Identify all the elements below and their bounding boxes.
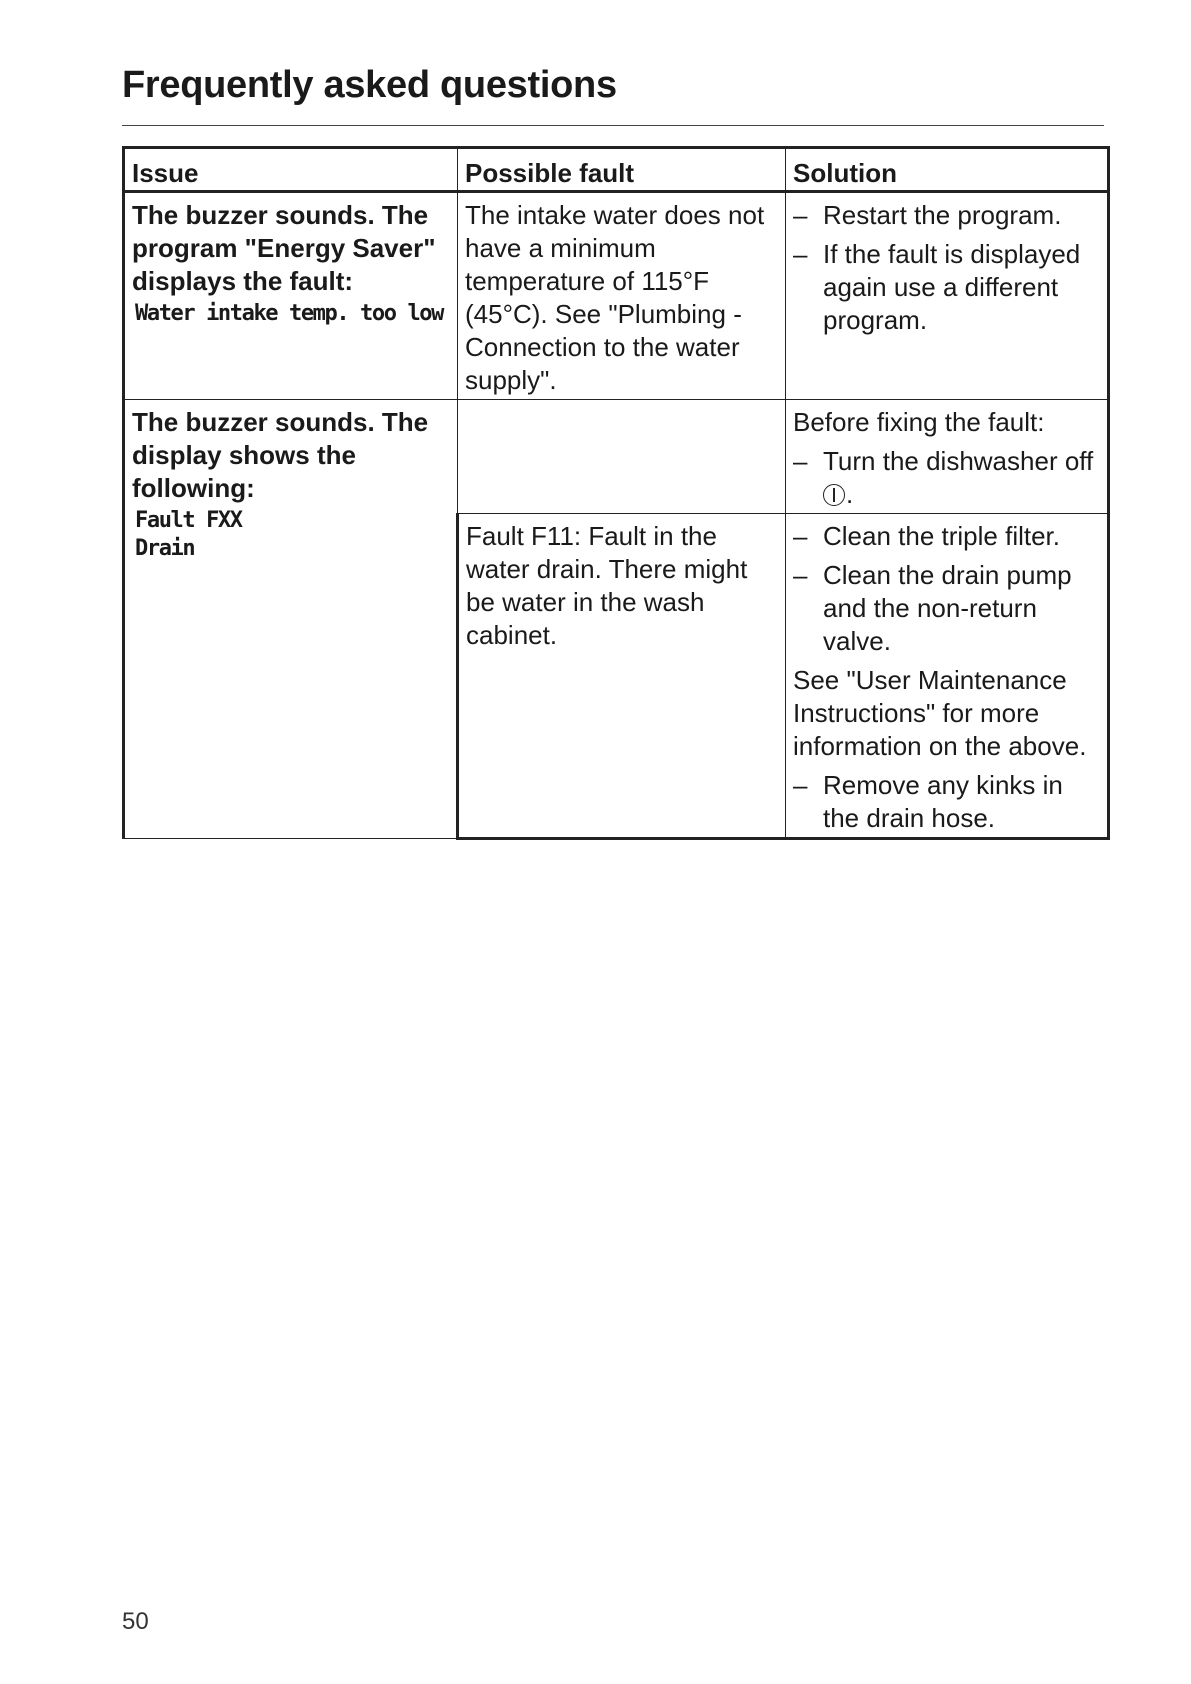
fault-cell	[458, 192, 786, 400]
page-number: 50	[122, 1608, 149, 1635]
faq-table	[122, 146, 1110, 840]
solution-item	[793, 238, 1101, 337]
solution-item	[793, 520, 1101, 553]
solution-cell	[786, 514, 1109, 839]
solution-item	[793, 199, 1101, 232]
header-solution: Solution	[786, 148, 1109, 192]
fault-text: Fault F11: Fault in the water drain. There might be water in the wash cabinet.	[466, 521, 748, 650]
solution-text: Clean the triple filter.	[823, 521, 1061, 551]
issue-text: The buzzer sounds. The program "Energy Saver" displays the fault:	[132, 200, 436, 296]
solution-text: Remove any kinks in the drain hose.	[823, 770, 1063, 833]
solution-intro: Before fixing the fault:	[793, 407, 1045, 437]
title-rule	[122, 125, 1104, 126]
dash-bullet: –	[793, 521, 808, 551]
solution-text	[823, 445, 1101, 511]
solution-cell	[786, 400, 1109, 514]
power-off-icon	[823, 484, 845, 506]
solution-text-main: Turn the dishwasher off	[823, 446, 1094, 476]
solution-item	[793, 445, 1101, 511]
fault-cell-empty	[458, 400, 786, 514]
fault-text: The intake water does not have a minimum temperature of 115°F (45°C). See "Plumbing - Connection to the water supply".	[465, 200, 765, 395]
page-title: Frequently asked questions	[122, 64, 617, 106]
solution-text: Clean the drain pump and the non-return valve.	[823, 560, 1072, 656]
solution-item	[793, 559, 1101, 658]
dash-bullet: –	[793, 560, 808, 590]
solution-text-end: .	[846, 479, 854, 509]
header-possible-fault: Possible fault	[458, 148, 786, 192]
issue-cell	[124, 400, 458, 839]
dash-bullet: –	[793, 446, 808, 476]
dash-bullet: –	[793, 770, 808, 800]
solution-item	[793, 769, 1101, 835]
solution-note: See "User Maintenance Instructions" for more information on the above.	[793, 665, 1087, 761]
issue-cell	[124, 192, 458, 400]
table-row	[124, 192, 1109, 400]
display-message-line1: Fault FXX	[135, 508, 242, 533]
display-message-line2: Drain	[135, 536, 195, 561]
display-message: Water intake temp. too low	[135, 301, 443, 326]
dash-bullet: –	[793, 200, 808, 230]
dash-bullet: –	[793, 239, 808, 269]
header-issue: Issue	[124, 148, 458, 192]
fault-cell	[458, 514, 786, 839]
table-header-row	[124, 148, 1109, 192]
issue-text: The buzzer sounds. The display shows the following:	[132, 407, 429, 503]
table-row	[124, 400, 1109, 514]
solution-text: If the fault is displayed again use a different program.	[823, 239, 1081, 335]
solution-cell	[786, 192, 1109, 400]
solution-text: Restart the program.	[823, 200, 1062, 230]
